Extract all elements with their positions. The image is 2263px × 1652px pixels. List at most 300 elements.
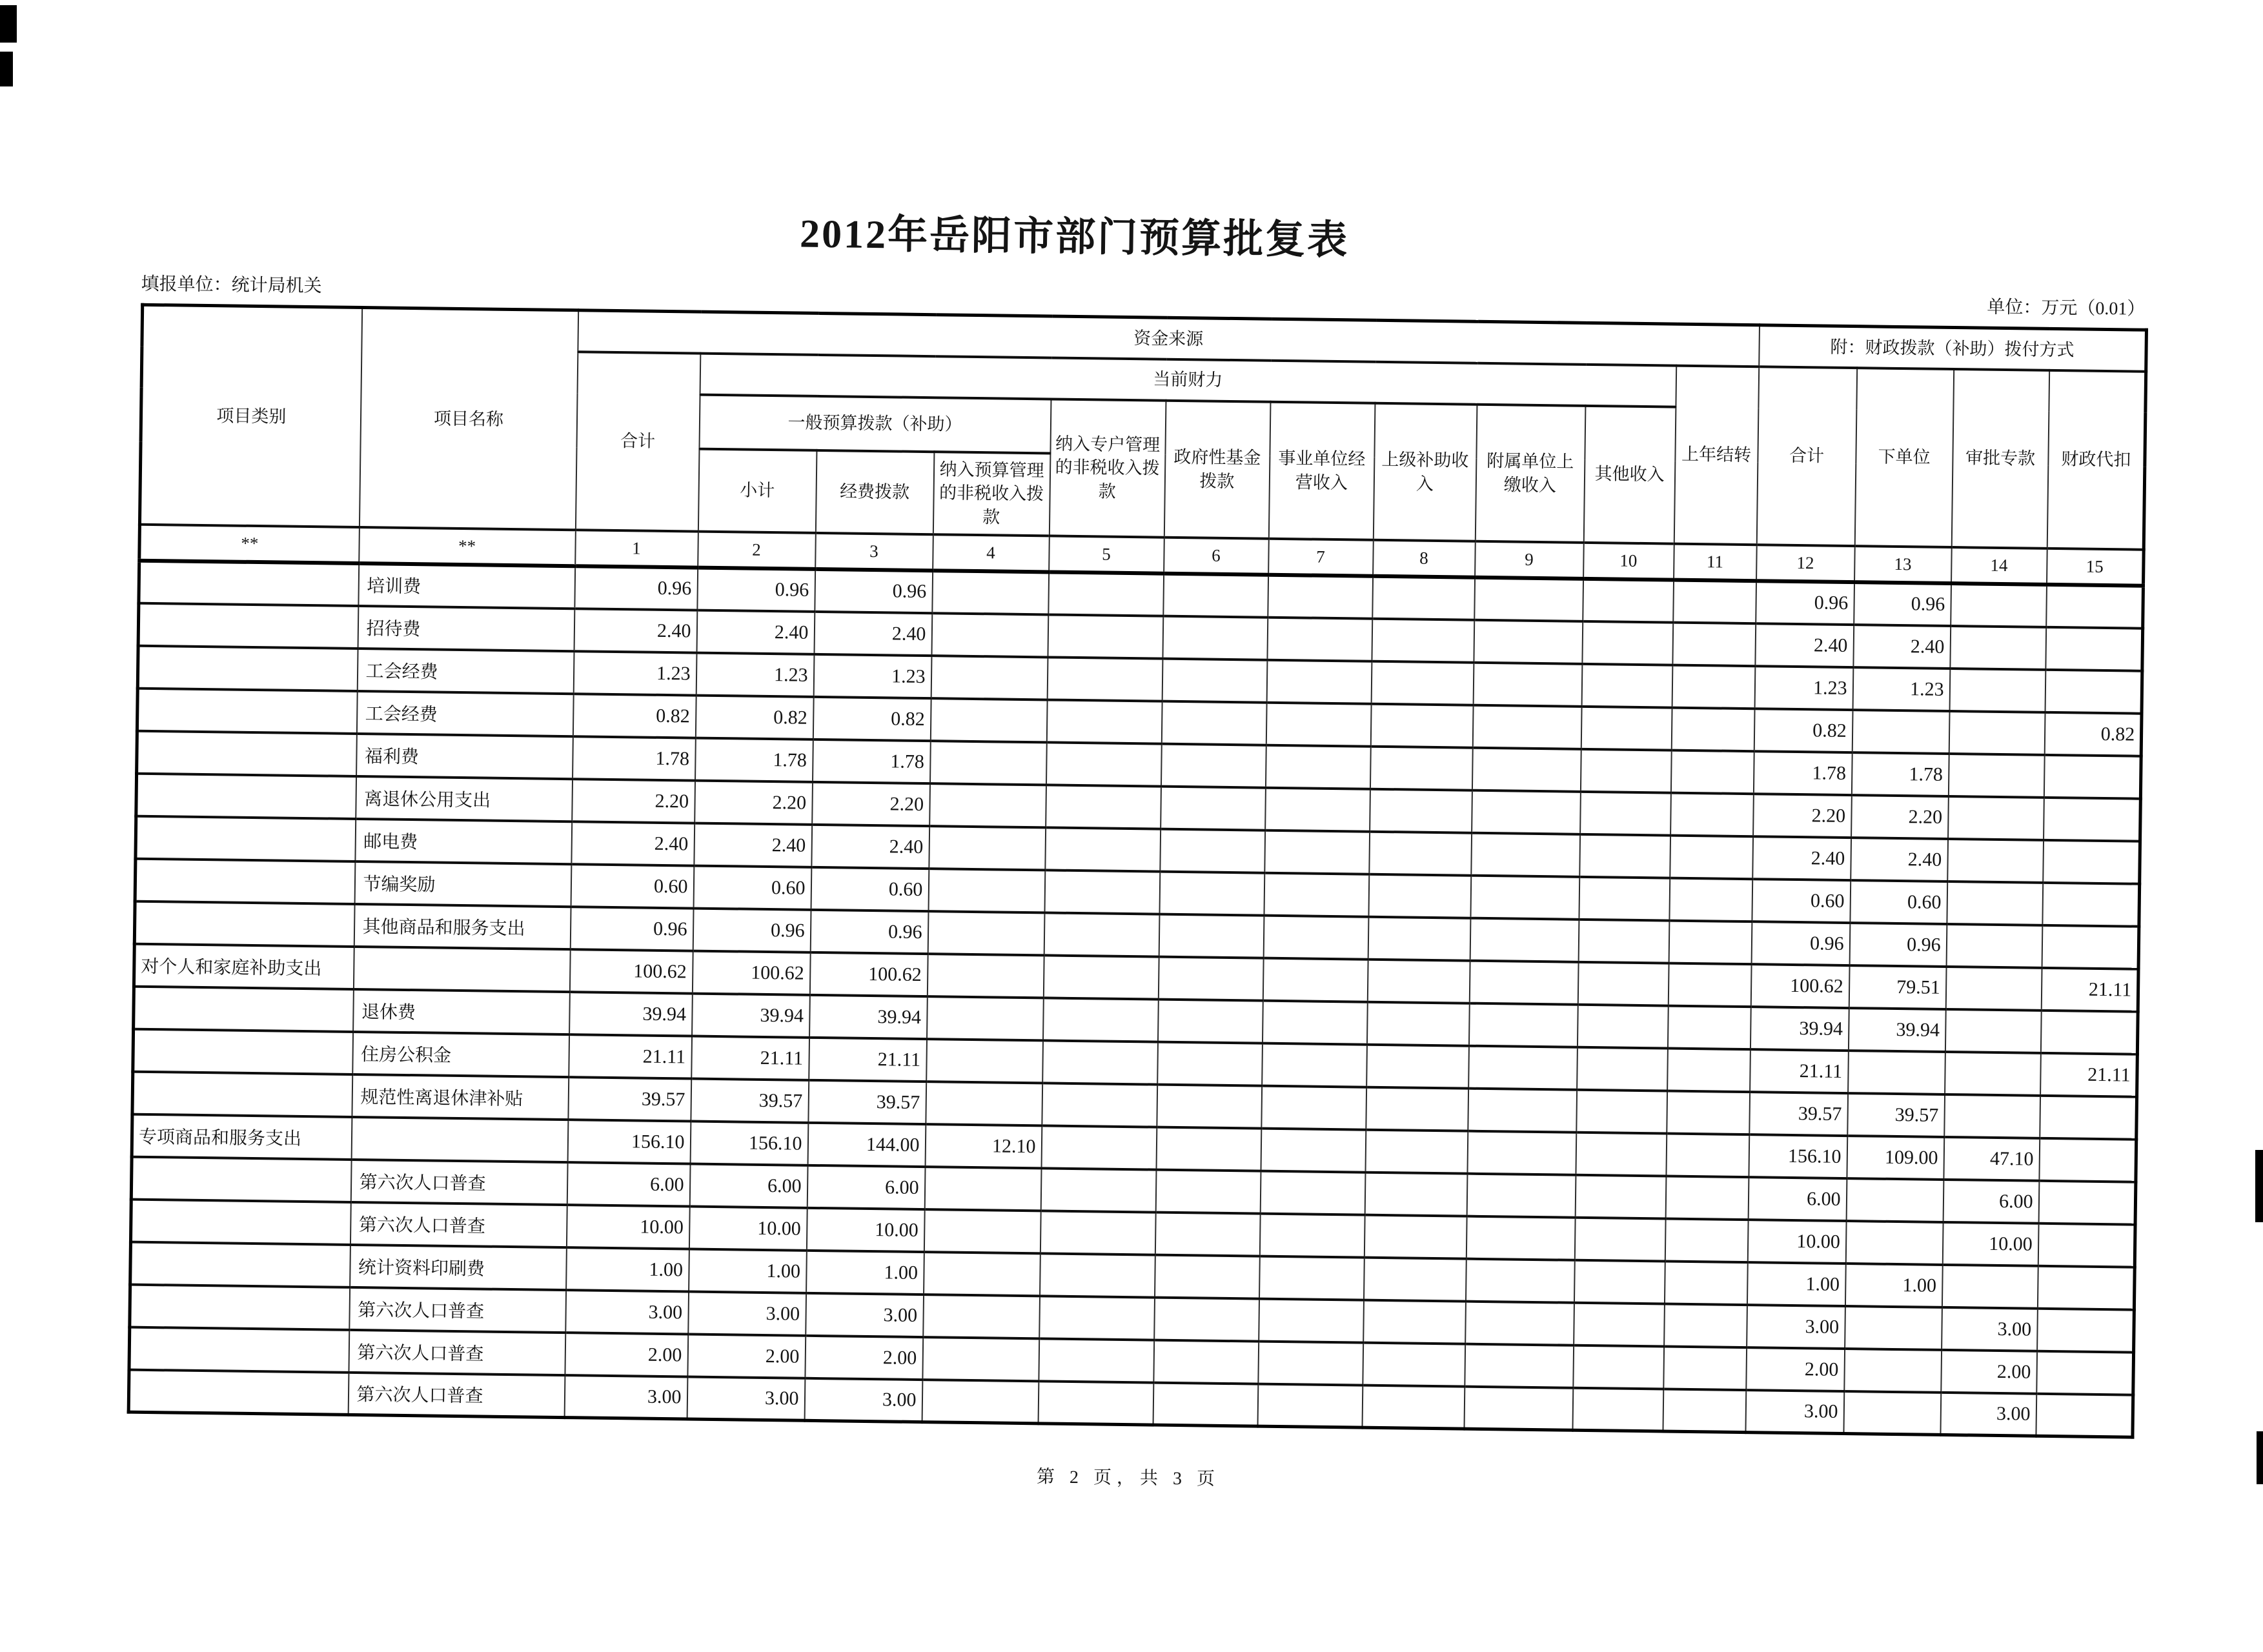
value-cell xyxy=(1581,706,1672,750)
value-cell xyxy=(1162,616,1268,660)
value-cell xyxy=(1580,749,1671,792)
value-cell xyxy=(2038,1265,2135,1309)
value-cell xyxy=(1157,999,1263,1043)
header-appendix-subunit: 下单位 xyxy=(1854,368,1953,547)
project-name-cell: 培训费 xyxy=(358,563,575,609)
value-cell xyxy=(1946,923,2042,967)
value-cell xyxy=(1372,576,1475,620)
value-cell: 0.96 xyxy=(570,907,693,951)
project-name-cell xyxy=(351,1116,568,1162)
header-project-category: 项目类别 xyxy=(139,305,361,527)
value-cell xyxy=(1266,702,1371,746)
value-cell xyxy=(1583,578,1674,622)
header-appendix-fiscal-withholding: 财政代扣 xyxy=(2047,370,2146,549)
value-cell xyxy=(1368,874,1471,918)
value-cell xyxy=(1153,1340,1259,1384)
value-cell xyxy=(1260,1171,1365,1214)
value-cell xyxy=(1264,872,1369,916)
value-cell xyxy=(1945,1009,2042,1053)
scan-artifact xyxy=(2255,1150,2263,1222)
value-cell: 1.78 xyxy=(695,738,813,781)
value-cell xyxy=(1048,572,1164,616)
value-cell xyxy=(1046,742,1161,786)
value-cell xyxy=(1366,1002,1469,1045)
value-cell: 21.11 xyxy=(2040,1053,2138,1096)
value-cell: 39.57 xyxy=(568,1077,691,1121)
table-body xyxy=(128,560,2143,1437)
value-cell xyxy=(1669,920,1752,964)
value-cell: 1.00 xyxy=(1845,1264,1943,1307)
value-cell: 2.40 xyxy=(574,609,697,652)
value-cell: 3.00 xyxy=(687,1376,805,1420)
value-cell: 10.00 xyxy=(566,1205,689,1249)
value-cell xyxy=(1363,1342,1465,1386)
value-cell xyxy=(1472,705,1581,749)
project-name-cell: 退休费 xyxy=(353,989,570,1034)
value-cell xyxy=(2038,1180,2136,1224)
value-cell: 0.60 xyxy=(811,867,929,911)
value-cell xyxy=(1845,1221,1943,1265)
value-cell: 2.20 xyxy=(695,780,813,824)
column-number: 10 xyxy=(1583,542,1674,579)
value-cell xyxy=(1370,746,1472,790)
value-cell xyxy=(1472,747,1581,791)
value-cell xyxy=(1942,1264,2038,1308)
column-number: ** xyxy=(359,527,576,566)
value-cell: 6.00 xyxy=(689,1163,807,1207)
value-cell: 2.20 xyxy=(812,781,930,825)
value-cell xyxy=(1949,668,2045,712)
value-cell: 156.10 xyxy=(690,1121,808,1165)
value-cell xyxy=(1043,998,1159,1042)
project-name-cell: 统计资料印刷费 xyxy=(350,1244,567,1289)
value-cell xyxy=(1670,750,1754,794)
value-cell xyxy=(1044,912,1159,956)
value-cell xyxy=(924,1167,1041,1211)
value-cell xyxy=(1160,829,1265,872)
value-cell xyxy=(2036,1351,2134,1395)
value-cell xyxy=(1949,753,2045,797)
value-cell xyxy=(1155,1169,1261,1213)
value-cell: 3.00 xyxy=(806,1293,924,1336)
value-cell xyxy=(923,1294,1040,1338)
value-cell: 2.40 xyxy=(811,824,929,868)
project-name-cell: 第六次人口普查 xyxy=(349,1329,565,1375)
value-cell: 1.78 xyxy=(1852,752,1949,796)
value-cell xyxy=(1947,838,2044,882)
project-name-cell: 规范性离退休津补贴 xyxy=(352,1074,569,1119)
value-cell xyxy=(1474,620,1583,663)
value-cell xyxy=(1259,1298,1364,1342)
value-cell xyxy=(1466,1216,1575,1260)
value-cell: 39.57 xyxy=(1749,1092,1848,1136)
column-number: 12 xyxy=(1756,545,1855,582)
value-cell: 3.00 xyxy=(564,1375,687,1419)
value-cell xyxy=(1039,1296,1155,1340)
column-number: 15 xyxy=(2047,548,2144,585)
scan-artifact xyxy=(0,52,13,86)
value-cell: 3.00 xyxy=(688,1291,806,1335)
value-cell xyxy=(2045,627,2143,670)
value-cell xyxy=(2045,669,2142,713)
scan-artifact xyxy=(0,5,17,43)
column-number: 3 xyxy=(815,532,933,570)
value-cell: 21.11 xyxy=(2041,967,2138,1011)
value-cell xyxy=(1257,1384,1363,1427)
value-cell xyxy=(1465,1301,1574,1345)
value-cell xyxy=(1846,1178,1943,1222)
value-cell: 109.00 xyxy=(1847,1136,1944,1180)
value-cell: 0.96 xyxy=(697,567,815,611)
value-cell xyxy=(1262,1043,1367,1087)
value-cell xyxy=(1664,1304,1747,1347)
value-cell xyxy=(1669,878,1752,922)
header-special-account-nontax: 纳入专户管理的非税收入拨款 xyxy=(1049,399,1166,537)
value-cell xyxy=(1948,796,2044,840)
value-cell: 1.78 xyxy=(573,736,696,780)
value-cell xyxy=(1572,1387,1663,1431)
value-cell xyxy=(1665,1176,1749,1220)
value-cell xyxy=(1580,791,1671,835)
header-appendix-approved-fund: 审批专款 xyxy=(1951,369,2049,549)
value-cell xyxy=(1665,1218,1748,1262)
value-cell xyxy=(1267,617,1372,661)
value-cell: 10.00 xyxy=(689,1206,807,1250)
value-cell xyxy=(1673,579,1756,623)
value-cell: 1.00 xyxy=(689,1249,807,1293)
value-cell xyxy=(1668,963,1751,1007)
value-cell: 0.82 xyxy=(695,695,813,739)
value-cell: 2.00 xyxy=(805,1335,923,1379)
value-cell: 100.62 xyxy=(692,951,810,994)
value-cell: 47.10 xyxy=(1943,1136,2040,1180)
page-title: 2012年岳阳市部门预算批复表 xyxy=(799,212,1350,263)
value-cell: 10.00 xyxy=(806,1207,924,1251)
value-cell: 2.00 xyxy=(687,1334,806,1378)
value-cell xyxy=(1038,1381,1153,1425)
project-category-cell xyxy=(134,901,354,946)
value-cell xyxy=(1262,1000,1367,1044)
value-cell: 2.40 xyxy=(814,611,932,655)
value-cell xyxy=(1578,962,1669,1005)
project-category-cell xyxy=(137,688,357,733)
value-cell xyxy=(1258,1341,1363,1385)
value-cell xyxy=(2043,840,2140,883)
value-cell: 3.00 xyxy=(1942,1307,2038,1351)
value-cell xyxy=(1578,919,1669,963)
header-funding-source: 资金来源 xyxy=(578,310,1760,367)
value-cell xyxy=(928,911,1044,955)
value-cell xyxy=(2042,882,2140,926)
header-carryover: 上年结转 xyxy=(1674,365,1759,545)
value-cell: 1.23 xyxy=(573,651,696,695)
project-category-cell xyxy=(129,1327,349,1372)
column-number: 14 xyxy=(1951,547,2047,585)
header-other-income: 其他收入 xyxy=(1583,405,1676,543)
header-institution-operating-income: 事业单位经营收入 xyxy=(1268,401,1375,539)
value-cell: 156.10 xyxy=(1749,1134,1847,1178)
value-cell xyxy=(1368,916,1470,960)
value-cell xyxy=(1575,1174,1666,1218)
project-name-cell: 第六次人口普查 xyxy=(348,1372,565,1417)
value-cell xyxy=(1370,789,1472,832)
value-cell: 2.40 xyxy=(1755,623,1854,667)
unit-note-label: 单位：万元（0.01） xyxy=(1987,297,2146,319)
value-cell xyxy=(1044,870,1160,914)
header-appendix-title: 附：财政拨款（补助）拨付方式 xyxy=(1759,325,2147,372)
value-cell: 3.00 xyxy=(1745,1390,1844,1434)
value-cell xyxy=(1362,1385,1465,1429)
project-category-cell xyxy=(137,645,358,690)
value-cell: 39.94 xyxy=(1849,1008,1946,1052)
budget-table xyxy=(127,303,2149,1439)
value-cell xyxy=(2037,1308,2135,1352)
project-category-cell xyxy=(130,1284,350,1329)
value-cell xyxy=(1157,1042,1263,1085)
project-category-cell xyxy=(139,560,359,605)
value-cell xyxy=(1365,1172,1467,1216)
project-name-cell: 工会经费 xyxy=(356,690,573,736)
value-cell: 0.82 xyxy=(2044,712,2142,756)
value-cell xyxy=(1576,1132,1667,1176)
value-cell: 21.11 xyxy=(1750,1049,1849,1093)
value-cell xyxy=(1041,1125,1157,1169)
project-name-cell: 第六次人口普查 xyxy=(350,1159,567,1204)
value-cell xyxy=(1154,1297,1259,1341)
header-project-name: 项目名称 xyxy=(359,308,578,530)
value-cell xyxy=(1261,1085,1366,1129)
value-cell xyxy=(1577,1004,1668,1048)
value-cell xyxy=(1667,1048,1751,1092)
value-cell: 2.20 xyxy=(1851,795,1949,839)
value-cell: 3.00 xyxy=(1940,1392,2036,1436)
project-name-cell xyxy=(353,946,570,991)
header-subtotal: 小计 xyxy=(698,448,817,532)
value-cell: 39.94 xyxy=(692,993,810,1037)
project-name-cell: 第六次人口普查 xyxy=(350,1202,567,1247)
value-cell: 0.60 xyxy=(1752,879,1851,923)
value-cell xyxy=(1574,1217,1665,1261)
project-name-cell: 节编奖励 xyxy=(354,861,571,906)
value-cell: 0.96 xyxy=(1756,581,1854,625)
value-cell: 10.00 xyxy=(1942,1222,2038,1265)
value-cell xyxy=(1159,914,1264,958)
value-cell: 3.00 xyxy=(565,1290,689,1334)
header-current-finance: 当前财力 xyxy=(700,353,1676,407)
value-cell xyxy=(1265,745,1370,789)
header-budget-managed-nontax: 纳入预算管理的非税收入拨款 xyxy=(933,452,1050,536)
project-category-cell xyxy=(134,986,354,1031)
value-cell xyxy=(1467,1131,1576,1174)
header-appendix-total: 合计 xyxy=(1756,367,1856,546)
value-cell xyxy=(922,1337,1039,1381)
value-cell: 0.82 xyxy=(1754,709,1852,752)
value-cell: 100.62 xyxy=(809,952,928,996)
project-category-cell xyxy=(130,1199,350,1244)
value-cell: 0.96 xyxy=(1849,923,1947,967)
value-cell: 39.94 xyxy=(569,992,693,1036)
value-cell xyxy=(1472,790,1581,834)
value-cell xyxy=(2046,584,2144,628)
project-name-cell: 其他商品和服务支出 xyxy=(354,903,571,949)
value-cell xyxy=(1663,1389,1746,1433)
value-cell xyxy=(1667,1005,1751,1049)
value-cell xyxy=(1470,875,1579,919)
value-cell xyxy=(1263,958,1368,1002)
value-cell: 21.11 xyxy=(569,1034,692,1078)
value-cell: 2.40 xyxy=(571,821,695,865)
value-cell xyxy=(1579,834,1670,878)
value-cell: 3.00 xyxy=(1747,1305,1845,1349)
value-cell xyxy=(1468,1003,1578,1047)
value-cell xyxy=(1042,1083,1157,1127)
project-name-cell: 住房公积金 xyxy=(352,1031,569,1076)
value-cell xyxy=(1579,876,1670,920)
value-cell: 21.11 xyxy=(809,1037,927,1081)
value-cell xyxy=(1576,1089,1667,1133)
value-cell: 0.96 xyxy=(815,569,933,612)
value-cell xyxy=(1162,658,1267,702)
value-cell: 2.40 xyxy=(696,610,815,654)
value-cell xyxy=(1365,1129,1468,1173)
value-cell xyxy=(922,1380,1039,1424)
reporting-unit-label: 填报单位：统计局机关 xyxy=(141,274,322,297)
value-cell xyxy=(1259,1256,1365,1300)
value-cell: 10.00 xyxy=(1747,1220,1846,1264)
project-category-cell xyxy=(132,1071,352,1116)
value-cell xyxy=(1161,701,1266,745)
value-cell xyxy=(1471,832,1580,876)
value-cell: 21.11 xyxy=(691,1036,809,1080)
value-cell xyxy=(1845,1306,1942,1350)
value-cell xyxy=(927,954,1044,998)
page-footer: 第 2 页，共 3 页 xyxy=(1036,1467,1221,1489)
value-cell xyxy=(1366,1044,1469,1088)
table-header xyxy=(139,305,2147,585)
project-category-cell: 对个人和家庭补助支出 xyxy=(134,943,354,989)
value-cell: 2.40 xyxy=(694,823,812,867)
value-cell xyxy=(1573,1345,1664,1389)
value-cell xyxy=(1259,1213,1365,1257)
value-cell: 2.40 xyxy=(1752,836,1851,880)
value-cell xyxy=(1945,1051,2041,1095)
value-cell xyxy=(2038,1223,2135,1267)
value-cell: 0.60 xyxy=(693,865,811,909)
value-cell xyxy=(1364,1214,1466,1258)
value-cell: 2.40 xyxy=(1853,625,1951,669)
project-name-cell: 离退休公用支出 xyxy=(356,776,573,821)
value-cell xyxy=(1664,1261,1747,1305)
value-cell: 1.23 xyxy=(1852,667,1950,711)
project-name-cell: 工会经费 xyxy=(357,648,574,693)
value-cell xyxy=(1157,1084,1262,1128)
value-cell xyxy=(2041,1010,2138,1054)
value-cell xyxy=(1582,621,1673,665)
value-cell xyxy=(2044,797,2141,841)
value-cell xyxy=(1261,1128,1366,1172)
value-cell: 39.57 xyxy=(691,1078,809,1122)
project-name-cell: 邮电费 xyxy=(355,818,572,863)
value-cell xyxy=(1158,956,1263,1000)
value-cell xyxy=(1369,831,1472,875)
value-cell xyxy=(1468,1045,1578,1089)
value-cell: 0.60 xyxy=(1850,880,1947,924)
column-number: 9 xyxy=(1475,541,1584,578)
value-cell xyxy=(1263,915,1368,959)
value-cell xyxy=(926,1082,1042,1125)
value-cell: 1.23 xyxy=(1754,666,1853,710)
value-cell xyxy=(1161,743,1266,787)
value-cell xyxy=(1163,573,1268,617)
column-number: 2 xyxy=(698,531,816,569)
project-category-cell: 专项商品和服务支出 xyxy=(132,1114,352,1159)
column-number: 13 xyxy=(1854,546,1952,583)
project-category-cell xyxy=(136,816,356,861)
value-cell: 0.96 xyxy=(1751,922,1850,965)
project-category-cell xyxy=(131,1156,351,1202)
value-cell xyxy=(1363,1257,1466,1301)
project-category-cell xyxy=(128,1369,349,1415)
value-cell xyxy=(931,613,1048,657)
value-cell xyxy=(1367,959,1470,1003)
value-cell xyxy=(932,570,1049,614)
value-cell xyxy=(1156,1127,1261,1171)
value-cell: 39.57 xyxy=(808,1080,926,1123)
value-cell xyxy=(1663,1346,1747,1390)
value-cell xyxy=(926,1039,1043,1083)
value-cell xyxy=(1265,787,1370,831)
value-cell: 6.00 xyxy=(807,1165,925,1209)
value-cell xyxy=(1848,1051,1945,1094)
value-cell xyxy=(1474,577,1583,621)
value-cell xyxy=(924,1252,1040,1296)
value-cell: 1.00 xyxy=(806,1250,924,1294)
value-cell xyxy=(1465,1344,1574,1387)
header-affiliated-unit-income: 附属单位上缴收入 xyxy=(1475,404,1585,542)
project-category-cell xyxy=(138,603,358,648)
value-cell xyxy=(2040,1095,2137,1139)
value-cell xyxy=(1577,1047,1668,1091)
value-cell: 1.78 xyxy=(1754,751,1852,795)
column-number: 6 xyxy=(1164,537,1269,574)
value-cell xyxy=(1040,1211,1155,1254)
value-cell xyxy=(1852,710,1949,754)
value-cell xyxy=(1945,966,2042,1010)
value-cell: 3.00 xyxy=(804,1378,922,1422)
value-cell xyxy=(2036,1393,2133,1437)
value-cell xyxy=(1161,786,1266,830)
column-number: ** xyxy=(139,524,360,563)
value-cell: 2.20 xyxy=(572,779,695,823)
value-cell: 0.82 xyxy=(573,694,696,738)
value-cell xyxy=(1464,1386,1573,1430)
value-cell xyxy=(1574,1302,1665,1346)
value-cell xyxy=(1046,785,1161,829)
header-gov-fund: 政府性基金拨款 xyxy=(1164,400,1270,538)
scanned-page xyxy=(0,191,2263,1504)
value-cell: 0.82 xyxy=(813,696,931,740)
value-cell xyxy=(1159,871,1264,915)
value-cell xyxy=(1672,622,1756,666)
column-number: 7 xyxy=(1268,538,1374,576)
value-cell: 2.40 xyxy=(1851,838,1948,881)
project-name-cell: 福利费 xyxy=(356,733,573,778)
value-cell: 0.60 xyxy=(571,864,694,908)
value-cell xyxy=(1046,700,1162,743)
value-cell xyxy=(1947,881,2043,925)
value-cell: 1.00 xyxy=(1747,1262,1846,1306)
value-cell xyxy=(1047,657,1162,701)
